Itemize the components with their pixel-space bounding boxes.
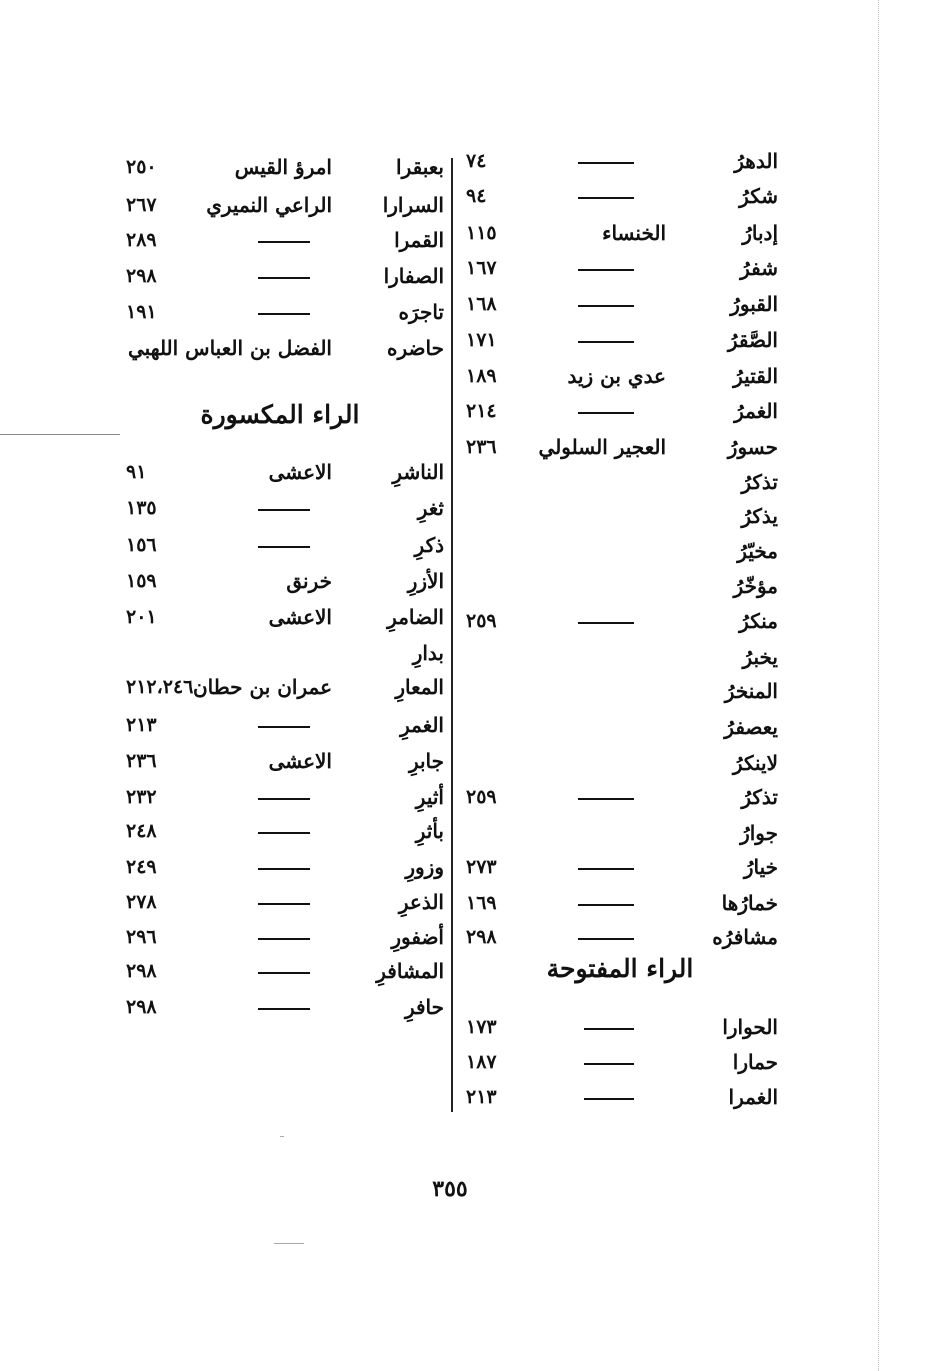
rhyme-word: يخبرُ — [742, 645, 778, 669]
page-reference: ١٥٦ — [126, 534, 157, 556]
rhyme-word: الذعرِ — [398, 890, 444, 914]
index-row — [0, 638, 942, 672]
page-reference: ١٥٩ — [126, 570, 157, 592]
page-reference: ٢٥٠ — [126, 156, 157, 178]
rhyme-word: منكرُ — [739, 609, 778, 633]
ditto-dash — [258, 546, 310, 548]
index-row — [0, 566, 942, 600]
rhyme-word: بأثرِ — [415, 819, 444, 843]
rhyme-word: القمرا — [394, 228, 444, 252]
page-reference: ١٩١ — [126, 301, 157, 323]
index-row — [0, 297, 942, 331]
rhyme-word: الناشرِ — [392, 460, 444, 484]
page-reference: ٢٦٧ — [126, 194, 157, 216]
rhyme-word: المعارِ — [395, 675, 444, 699]
rhyme-word: بعبقرا — [396, 155, 444, 179]
page-reference: ٢٤٩ — [126, 856, 157, 878]
rhyme-word: حافرِ — [404, 995, 444, 1019]
page-reference: ١٧١ — [466, 329, 497, 351]
index-row — [0, 333, 942, 367]
ditto-dash — [258, 972, 310, 974]
index-row — [0, 530, 942, 564]
rhyme-word: تاجرَه — [398, 300, 444, 324]
page-reference: ٢٩٨ — [466, 926, 497, 948]
ditto-dash — [258, 938, 310, 940]
index-row — [0, 922, 942, 956]
ditto-dash — [584, 1063, 634, 1065]
index-row — [0, 746, 942, 780]
poet-name: الاعشى — [268, 605, 332, 629]
poet-name: الفضل بن العباس اللهبي — [128, 336, 332, 360]
page-reference: ٢١٢،٢٤٦ — [126, 676, 194, 698]
page-number: ٣٥٥ — [432, 1176, 468, 1202]
rhyme-word: حمارا — [732, 1050, 778, 1074]
page-reference: ١٦٨ — [466, 293, 497, 315]
rhyme-word: مخيّرُ — [737, 539, 778, 563]
page-reference: ١٨٩ — [466, 365, 497, 387]
rhyme-word: الضامرِ — [387, 605, 444, 629]
page-reference: ٢٤٨ — [126, 820, 157, 842]
ditto-dash — [258, 798, 310, 800]
page-reference: ٢٠١ — [126, 606, 157, 628]
rhyme-word: الحوارا — [722, 1015, 778, 1039]
rhyme-word: إدبارُ — [742, 221, 778, 245]
index-row — [0, 710, 942, 744]
page-reference: ٩٤ — [466, 185, 487, 207]
poet-name: الاعشى — [268, 749, 332, 773]
rhyme-word: يعصفرُ — [724, 715, 778, 739]
rhyme-word: شفرُ — [740, 256, 778, 280]
page-reference: ٢٣٦ — [126, 750, 157, 772]
rhyme-word: الغمرا — [728, 1085, 778, 1109]
page-reference: ١٧٣ — [466, 1016, 497, 1038]
rhyme-word: بدارِ — [412, 641, 444, 665]
index-row — [0, 190, 942, 224]
page-reference: ٢١٤ — [466, 400, 497, 422]
page-reference: ٢٩٦ — [126, 926, 157, 948]
poet-name: عدي بن زيد — [567, 364, 666, 388]
page-reference: ٢٩٨ — [126, 960, 157, 982]
index-row — [0, 1082, 942, 1116]
rhyme-word: جوارُ — [740, 821, 778, 845]
rhyme-word: الغمرِ — [400, 713, 444, 737]
ditto-dash — [584, 1028, 634, 1030]
ditto-dash — [584, 1098, 634, 1100]
rhyme-word: المنخرُ — [724, 679, 778, 703]
ditto-dash — [578, 412, 634, 414]
index-row — [0, 992, 942, 1026]
rhyme-word: وزورِ — [405, 855, 444, 879]
index-row — [0, 261, 942, 295]
ditto-dash — [258, 832, 310, 834]
ditto-dash — [258, 903, 310, 905]
rhyme-word: حاضره — [387, 336, 444, 360]
ditto-dash — [258, 1008, 310, 1010]
rhyme-word: السرارا — [382, 193, 444, 217]
rhyme-word: الغمرُ — [734, 399, 778, 423]
rhyme-word: شكرُ — [739, 184, 778, 208]
rhyme-word: الدهرُ — [734, 149, 778, 173]
poet-name: الراعي النميري — [206, 193, 332, 217]
index-row — [0, 956, 942, 990]
rhyme-word: الصَّقرُ — [727, 328, 778, 352]
rhyme-word: مشافرُه — [712, 925, 778, 949]
index-row — [0, 457, 942, 491]
page-reference: ٢٧٨ — [126, 891, 157, 913]
rhyme-word: الأزرِ — [407, 569, 444, 593]
page-reference: ٢٧٣ — [466, 856, 497, 878]
rhyme-word: أضفورِ — [391, 925, 444, 949]
rhyme-word: لاينكرُ — [732, 751, 778, 775]
page-reference: ١٦٩ — [466, 892, 497, 914]
ditto-dash — [258, 509, 310, 511]
index-row — [0, 152, 942, 186]
page-reference: ٢١٣ — [126, 714, 157, 736]
rhyme-word: الصفارا — [383, 264, 444, 288]
page-reference: ٢٥٩ — [466, 610, 497, 632]
page-reference: ٢٣٢ — [126, 786, 157, 808]
index-row — [0, 225, 942, 259]
ditto-dash — [258, 313, 310, 315]
index-row — [0, 493, 942, 527]
index-row — [0, 852, 942, 886]
page-reference: ٢٥٩ — [466, 786, 497, 808]
index-row — [0, 782, 942, 816]
rhyme-word: حسورُ — [727, 435, 778, 459]
page-reference: ٢٩٨ — [126, 996, 157, 1018]
rhyme-word: تذكرُ — [741, 785, 778, 809]
ditto-dash — [258, 868, 310, 870]
poet-name: خرنق — [286, 569, 332, 593]
scan-speck — [280, 1136, 284, 1137]
rhyme-word: يذكرُ — [741, 504, 778, 528]
page-reference: ١٣٥ — [126, 497, 157, 519]
rhyme-word: ذكرِ — [414, 533, 444, 557]
page-reference: ١٨٧ — [466, 1051, 497, 1073]
page-reference: ٢٩٨ — [126, 265, 157, 287]
poet-name: الاعشى — [268, 460, 332, 484]
page-reference: ٢١٣ — [466, 1086, 497, 1108]
page-reference: ١١٥ — [466, 222, 497, 244]
poet-name: عمران بن حطان — [192, 675, 332, 699]
index-row — [0, 396, 942, 430]
index-row — [0, 672, 942, 706]
rhyme-word: خيارُ — [743, 855, 778, 879]
index-row — [0, 1047, 942, 1081]
section-heading-mokassora: الراء المكسورة — [200, 400, 360, 429]
rhyme-word: تذكرُ — [741, 470, 778, 494]
poet-name: العجير السلولي — [538, 435, 666, 459]
page-reference: ٧٤ — [466, 150, 487, 172]
scan-speck — [274, 1243, 304, 1244]
ditto-dash — [258, 241, 310, 243]
index-row — [0, 602, 942, 636]
index-row — [0, 887, 942, 921]
poet-name: امرؤ القيس — [234, 155, 332, 179]
rhyme-word: أثيرِ — [415, 785, 444, 809]
page-reference: ٢٨٩ — [126, 229, 157, 251]
page-reference: ٩١ — [126, 461, 147, 483]
rhyme-word: ثغرِ — [417, 496, 444, 520]
page-reference: ٢٣٦ — [466, 436, 497, 458]
rhyme-word: القبورُ — [730, 292, 778, 316]
rhyme-word: خمارُها — [721, 891, 778, 915]
rhyme-word: المشافرِ — [376, 959, 444, 983]
section-heading-maftouha: الراء المفتوحة — [546, 954, 694, 983]
rhyme-word: القتيرُ — [733, 364, 778, 388]
rhyme-word: مؤخّرُ — [733, 574, 778, 598]
rhyme-word: جابرِ — [408, 749, 444, 773]
ditto-dash — [258, 277, 310, 279]
page-reference: ١٦٧ — [466, 257, 497, 279]
ditto-dash — [258, 726, 310, 728]
poet-name: الخنساء — [602, 221, 666, 245]
index-row — [0, 816, 942, 850]
